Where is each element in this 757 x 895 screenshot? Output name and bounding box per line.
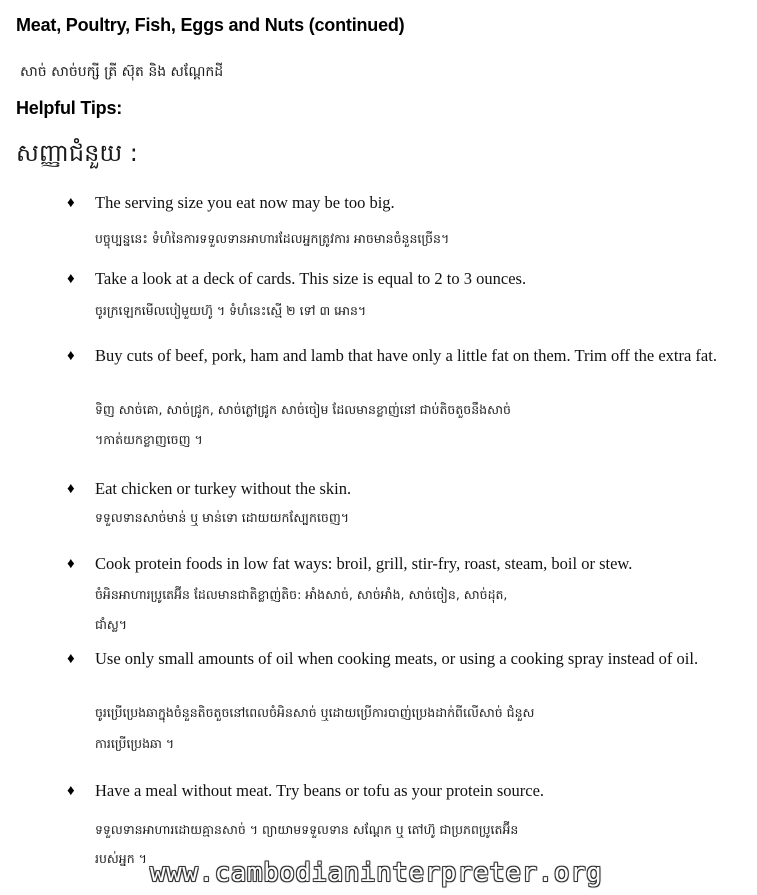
- tip-english: Eat chicken or turkey without the skin.: [95, 479, 352, 498]
- tip-khmer: បច្ចុប្បន្ននេះ ទំហំនៃការទទួលទានអាហារដែលអ្នកត្រូវការ អាចមានចំនួនច្រើន។: [95, 231, 450, 246]
- tips-heading-khmer: សញ្ញាជំនួយ :: [16, 139, 138, 167]
- tip-khmer: ។កាត់យកខ្លាញចេញ ។: [95, 432, 203, 447]
- tip-english: Cook protein foods in low fat ways: broil, grill, stir-fry, roast, steam, boil or stew.: [95, 554, 633, 573]
- tip-khmer: ចូរប្រើប្រេងឆាក្នុងចំនួនតិចតួចនៅពេលចំអិនសាច់ ឬដោយប្រើការបាញ់ប្រេងដាក់ពីលើសាច់ ជំនួស: [95, 705, 535, 720]
- tip-item: [67, 268, 739, 328]
- tip-khmer: ចូរក្រឡេកមើលបៀមួយហ៊ូ ។ ទំហំនេះស្មើ ២ ទៅ ៣ អោន។: [95, 303, 367, 318]
- tips-heading: Helpful Tips:: [16, 98, 123, 118]
- tip-english: Take a look at a deck of cards. This size is equal to 2 to 3 ounces.: [95, 269, 527, 288]
- tip-khmer: ការប្រើប្រេងឆា ។: [95, 736, 175, 751]
- tip-item: [67, 345, 739, 455]
- diamond-bullet-icon: ♦: [67, 481, 75, 497]
- tip-khmer: របស់អ្នក ។: [95, 851, 147, 866]
- tip-khmer: ទទួលទានអាហារដោយគ្មានសាច់ ។ ព្យាយាមទទួលទាន សណ្តែក ឬ តៅហ៊ូ ជាប្រភពប្រូតេអ៊ីន: [95, 822, 519, 837]
- tip-khmer: ទិញ សាច់គោ, សាច់ជ្រូក, សាច់ភ្លៅជ្រូក សាច់ចៀម ដែលមានខ្លាញ់នៅ ជាប់តិចតួចនឹងសាច់: [95, 402, 511, 417]
- tip-item: [67, 478, 739, 538]
- diamond-bullet-icon: ♦: [67, 348, 75, 364]
- tip-english: Have a meal without meat. Try beans or tofu as your protein source.: [95, 781, 545, 800]
- tip-khmer: ជាំស្ល។: [95, 617, 128, 632]
- diamond-bullet-icon: ♦: [67, 651, 75, 667]
- tip-english: Buy cuts of beef, pork, ham and lamb that have only a little fat on them. Trim off the extra fat.: [95, 346, 717, 365]
- tip-item: [67, 780, 739, 866]
- page-title: Meat, Poultry, Fish, Eggs and Nuts (continued): [16, 15, 405, 35]
- page-title-khmer: សាច់ សាច់បក្សី ត្រី ស៊ុត និង សណ្តែកដី: [20, 64, 224, 80]
- tip-khmer: ទទួលទានសាច់មាន់ ឬ មាន់ទោ ដោយយកស្បែកចេញ។: [95, 510, 349, 525]
- tip-khmer: ចំអិនអាហារប្រូតេអ៊ីន ដែលមានជាតិខ្លាញ់តិច: អាំងសាច់, សាច់អាំង, សាច់ចៀន, សាច់ដុត,: [95, 587, 508, 602]
- website-watermark: www.cambodianinterpreter.org: [150, 858, 603, 888]
- diamond-bullet-icon: ♦: [67, 556, 75, 572]
- tip-english: The serving size you eat now may be too big.: [95, 193, 395, 212]
- tip-item: [67, 553, 739, 643]
- diamond-bullet-icon: ♦: [67, 195, 75, 211]
- diamond-bullet-icon: ♦: [67, 271, 75, 287]
- diamond-bullet-icon: ♦: [67, 783, 75, 799]
- tip-english: Use only small amounts of oil when cooking meats, or using a cooking spray instead of oil.: [95, 649, 699, 668]
- tip-item: [67, 648, 739, 758]
- tip-item: [67, 192, 739, 252]
